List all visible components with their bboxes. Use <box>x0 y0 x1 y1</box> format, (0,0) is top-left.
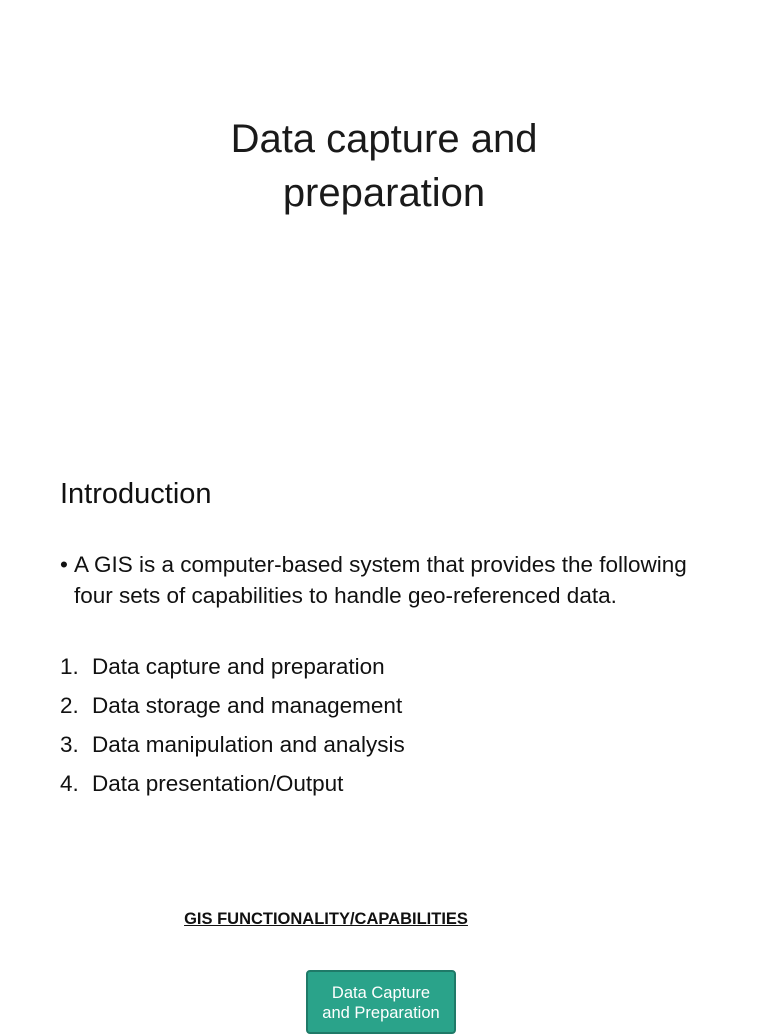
slide-title-line-2: preparation <box>282 171 486 215</box>
list-item <box>60 768 710 807</box>
list-item-text: Data presentation/Output <box>92 771 344 796</box>
data-capture-box-line-2: and Preparation <box>322 1004 440 1022</box>
capabilities-list <box>60 651 710 807</box>
slide-2 <box>0 432 768 864</box>
list-item-text: Data storage and management <box>92 693 403 718</box>
data-capture-box-line-1: Data Capture <box>331 984 431 1002</box>
capabilities-heading: GIS FUNCTIONALITY/CAPABILITIES <box>184 910 468 928</box>
list-item-number: 1. <box>60 654 79 679</box>
list-item <box>60 690 710 729</box>
list-item-text: Data capture and preparation <box>92 654 385 679</box>
list-item-text: Data manipulation and analysis <box>92 732 405 757</box>
bullet-paragraph <box>60 549 710 611</box>
list-item <box>60 729 710 768</box>
intro-heading: Introduction <box>60 478 212 510</box>
bullet-icon: • <box>60 552 68 577</box>
slide-title <box>0 112 768 220</box>
list-item-number: 4. <box>60 771 79 796</box>
list-item <box>60 651 710 690</box>
data-capture-box <box>306 970 456 1034</box>
slide-1 <box>0 0 768 432</box>
bullet-text: A GIS is a computer-based system that provides the following four sets of capabilities to handle geo-referenced data. <box>74 552 687 608</box>
list-item-number: 3. <box>60 732 79 757</box>
list-item-number: 2. <box>60 693 79 718</box>
slide-title-line-1: Data capture and <box>230 117 538 161</box>
slide-3 <box>0 864 768 1024</box>
